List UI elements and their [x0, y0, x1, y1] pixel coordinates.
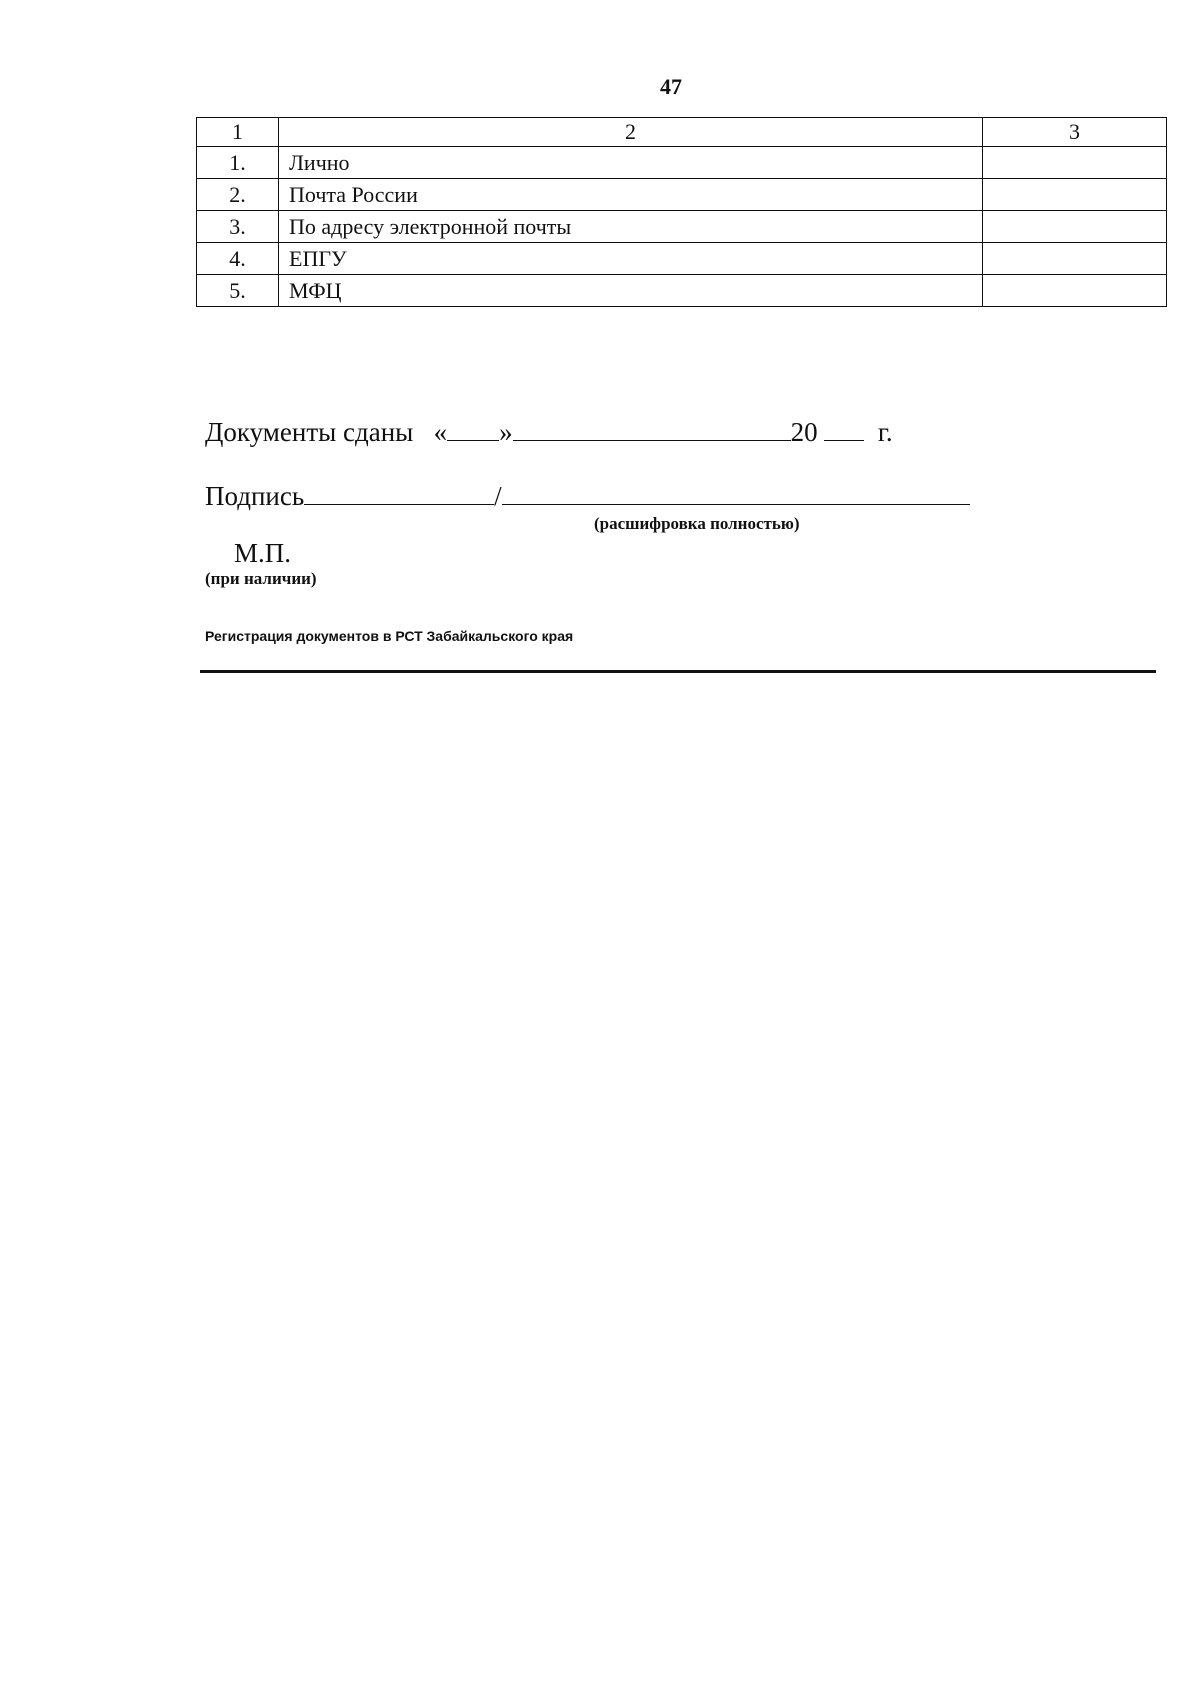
delivery-method: МФЦ [279, 275, 983, 307]
signature-separator: / [494, 481, 502, 511]
mark-cell[interactable] [983, 211, 1167, 243]
year-prefix: 20 [790, 417, 818, 447]
table-row [197, 147, 1167, 179]
table-row [197, 211, 1167, 243]
quote-open: « [433, 417, 448, 447]
delivery-method: Почта России [279, 179, 983, 211]
table-row [197, 179, 1167, 211]
page-number: 47 [660, 74, 682, 99]
year-suffix: г. [877, 417, 893, 447]
table-row [197, 243, 1167, 275]
mark-cell[interactable] [983, 147, 1167, 179]
table-header-cell: 3 [983, 118, 1167, 147]
table-row [197, 275, 1167, 307]
decode-hint: (расшифровка полностью) [594, 514, 800, 533]
signature-field[interactable] [304, 478, 494, 505]
row-number: 2. [197, 179, 279, 211]
delivery-method: Лично [279, 147, 983, 179]
footer-text: Регистрация документов в РСТ Забайкальского края [205, 628, 574, 644]
mark-cell[interactable] [983, 179, 1167, 211]
quote-close: » [499, 417, 513, 447]
day-field[interactable] [447, 414, 499, 441]
table-header-row [197, 118, 1167, 147]
stamp-label: М.П. [234, 538, 292, 568]
mark-cell[interactable] [983, 243, 1167, 275]
delivery-method: ЕПГУ [279, 243, 983, 275]
row-number: 4. [197, 243, 279, 275]
year-field[interactable] [824, 414, 864, 441]
row-number: 5. [197, 275, 279, 307]
signature-label: Подпись [205, 481, 305, 511]
delivery-method: По адресу электронной почты [279, 211, 983, 243]
submission-label: Документы сданы [205, 417, 414, 447]
table-header-cell: 1 [197, 118, 279, 147]
footer-divider [200, 670, 1156, 673]
signature-decode-field[interactable] [502, 478, 970, 505]
signature-line [205, 478, 970, 512]
row-number: 1. [197, 147, 279, 179]
stamp-hint: (при наличии) [205, 569, 317, 588]
mark-cell[interactable] [983, 275, 1167, 307]
table-header-cell: 2 [279, 118, 983, 147]
delivery-method-table [196, 117, 1167, 307]
submission-line [205, 414, 893, 448]
row-number: 3. [197, 211, 279, 243]
month-field[interactable] [513, 414, 791, 441]
